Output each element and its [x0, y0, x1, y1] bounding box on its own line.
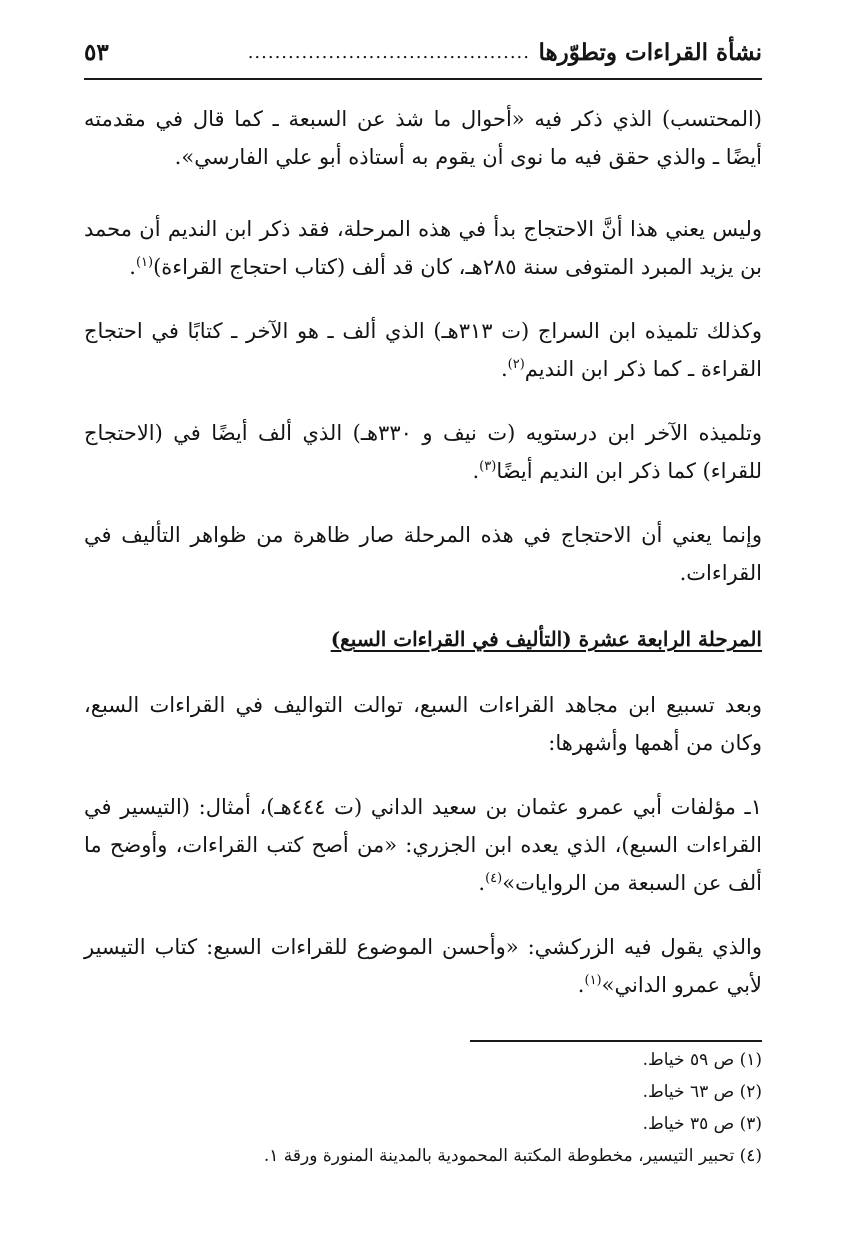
paragraph-tail: .: [577, 973, 585, 997]
paragraph-2: [84, 210, 762, 286]
paragraph-text: وإنما يعني أن الاحتجاج في هذه المرحلة صار ظاهرة من ظواهر التأليف في القراءات.: [84, 523, 762, 585]
paragraph-8: [84, 928, 762, 1004]
footnote-ref: (٤): [485, 871, 503, 886]
header-leader-dots: ..........................................: [247, 42, 530, 63]
footnote-3: (٣) ص ٣٥ خياط.: [642, 1114, 762, 1134]
footnote-ref: (١): [584, 973, 602, 988]
paragraph-text: وبعد تسبيع ابن مجاهد القراءات السبع، توالت التواليف في القراءات السبع، وكان من أهمها وأشهرها:: [84, 693, 762, 755]
running-header: [84, 36, 762, 74]
paragraph-text: والذي يقول فيه الزركشي: «وأحسن الموضوع للقراءات السبع: كتاب التيسير لأبي عمرو الداني»: [84, 935, 762, 997]
header-divider: [84, 78, 762, 80]
paragraph-text: وكذلك تلميذه ابن السراج (ت ٣١٣هـ) الذي ألف ـ هو الآخر ـ كتابًا في احتجاج القراءة ـ كما ذكر ابن النديم: [84, 319, 762, 381]
header-title: نشأة القراءات وتطوّرها: [538, 39, 762, 66]
footnote-divider: [470, 1040, 762, 1042]
paragraph-4: [84, 414, 762, 490]
paragraph-3: [84, 312, 762, 388]
footnote-ref: (٢): [507, 357, 525, 372]
paragraph-tail: .: [129, 255, 136, 279]
paragraph-text: وليس يعني هذا أنَّ الاحتجاج بدأ في هذه المرحلة، فقد ذكر ابن النديم أن محمد بن يزيد المبرد المتوفى سنة ٢٨٥هـ، كان قد ألف (كتاب احتجاج القراءة): [84, 217, 762, 279]
footnote-ref: (١): [135, 255, 154, 270]
paragraph-text: (المحتسب) الذي ذكر فيه «أحوال ما شذ عن السبعة ـ كما قال في مقدمته أيضًا ـ والذي حقق فيه ما نوى أن يقوم به أستاذه أبو علي الفارسي».: [84, 107, 762, 169]
paragraph-tail: .: [478, 871, 486, 895]
footnote-4: (٤) تحبير التيسير، مخطوطة المكتبة المحمودية بالمدينة المنورة ورقة ١.: [263, 1146, 762, 1166]
footnote-2: (٢) ص ٦٣ خياط.: [642, 1082, 762, 1102]
footnote-ref: (٣): [479, 459, 497, 474]
paragraph-7: [84, 788, 762, 902]
footnote-1: (١) ص ٥٩ خياط.: [642, 1050, 762, 1070]
page-number: ٥٣: [84, 39, 109, 66]
paragraph-6: [84, 686, 762, 762]
paragraph-1: [84, 100, 762, 176]
paragraph-text: ١ـ مؤلفات أبي عمرو عثمان بن سعيد الداني (ت ٤٤٤هـ)، أمثال: (التيسير في القراءات السبع)، الذي يعده ابن الجزري: «من أصح كتب القراءات، وأوضح ما ألف عن السبعة من الروايات»: [84, 795, 762, 895]
paragraph-tail: .: [500, 357, 508, 381]
paragraph-text: وتلميذه الآخر ابن درستويه (ت نيف و ٣٣٠هـ) الذي ألف أيضًا في (الاحتجاج للقراء) كما ذكر ابن النديم أيضًا: [84, 421, 762, 483]
paragraph-5: [84, 516, 762, 592]
section-heading: المرحلة الرابعة عشرة (التأليف في القراءات السبع): [330, 627, 762, 651]
paragraph-tail: .: [472, 459, 480, 483]
